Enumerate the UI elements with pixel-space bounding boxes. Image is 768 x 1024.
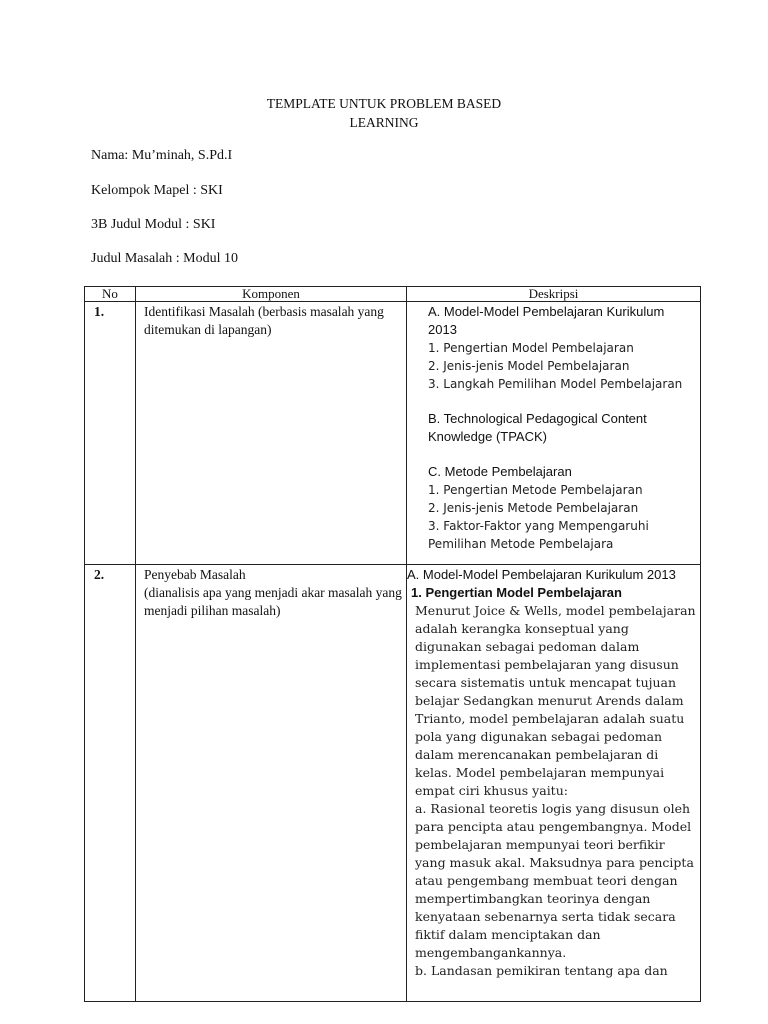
table-header-row (85, 287, 701, 302)
list-item: 3. Faktor-Faktor yang Mempengaruhi Pemilihan Metode Pembelajara (428, 519, 649, 551)
komponen-cell: Identifikasi Masalah (berbasis masalah yang ditemukan di lapangan) (136, 302, 407, 565)
table-row (85, 565, 701, 1002)
komponen-detail: (dianalisis apa yang menjadi akar masalah yang menjadi pilihan masalah) (144, 585, 402, 618)
meta-kelompok-mapel: Kelompok Mapel : SKI (91, 183, 223, 198)
header-deskripsi: Deskripsi (407, 287, 701, 302)
komponen-cell (136, 565, 407, 1002)
deskripsi-cell (407, 565, 701, 1002)
section-c-heading: C. Metode Pembelajaran (428, 464, 572, 479)
section-b-heading: B. Technological Pedagogical Content Knowledge (TPACK) (428, 411, 647, 444)
row-number: 1. (85, 302, 136, 565)
paragraph: Menurut Joice & Wells, model pembelajaran adalah kerangka konseptual yang digunakan sebagai pedoman dalam implementasi pembelajaran yang disusun secara sistematis untuk mencapat tujuan belajar Sedangkan menurut Arends dalam Trianto, model pembelajaran adalah suatu pola yang digunakan sebagai pedoman dalam merencanakan pembelajaran di kelas. Model pembelajaran mempunyai empat ciri khusus yaitu: (415, 603, 696, 798)
title-line-1: TEMPLATE UNTUK PROBLEM BASED (266, 96, 502, 111)
table-row (85, 302, 701, 565)
komponen-title: Penyebab Masalah (144, 567, 246, 582)
subsection-heading: 1. Pengertian Model Pembelajaran (411, 585, 622, 600)
list-item: 1. Pengertian Model Pembelajaran (428, 341, 634, 355)
paragraph: b. Landasan pemikiran tentang apa dan (415, 963, 668, 978)
meta-judul-modul: 3B Judul Modul : SKI (91, 217, 216, 232)
section-a-heading: A. Model-Model Pembelajaran Kurikulum 2013 (407, 567, 676, 582)
pbl-table (84, 286, 701, 1002)
section-a-heading: A. Model-Model Pembelajaran Kurikulum 2013 (428, 304, 665, 337)
meta-judul-masalah: Judul Masalah : Modul 10 (91, 251, 238, 266)
row-number: 2. (85, 565, 136, 1002)
title-line-2: LEARNING (349, 115, 419, 130)
list-item: 2. Jenis-jenis Metode Pembelajaran (428, 501, 639, 515)
meta-nama: Nama: Mu’minah, S.Pd.I (91, 148, 233, 163)
paragraph: a. Rasional teoretis logis yang disusun oleh para pencipta atau pengembangnya. Model pembelajaran mempunyai teori berfikir yang masuk akal. Maksudnya para pencipta atau pengembang membuat teori dengan mempertimbangkan teorinya dengan kenyataan sebenarnya serta tidak secara fiktif dalam menciptakan dan mengembangankannya. (415, 801, 694, 960)
list-item: 2. Jenis-jenis Model Pembelajaran (428, 359, 630, 373)
list-item: 1. Pengertian Metode Pembelajaran (428, 483, 643, 497)
header-komponen: Komponen (136, 287, 407, 302)
list-item: 3. Langkah Pemilihan Model Pembelajaran (428, 377, 683, 391)
header-no: No (85, 287, 136, 302)
document-title (0, 94, 768, 132)
deskripsi-cell (407, 302, 701, 565)
